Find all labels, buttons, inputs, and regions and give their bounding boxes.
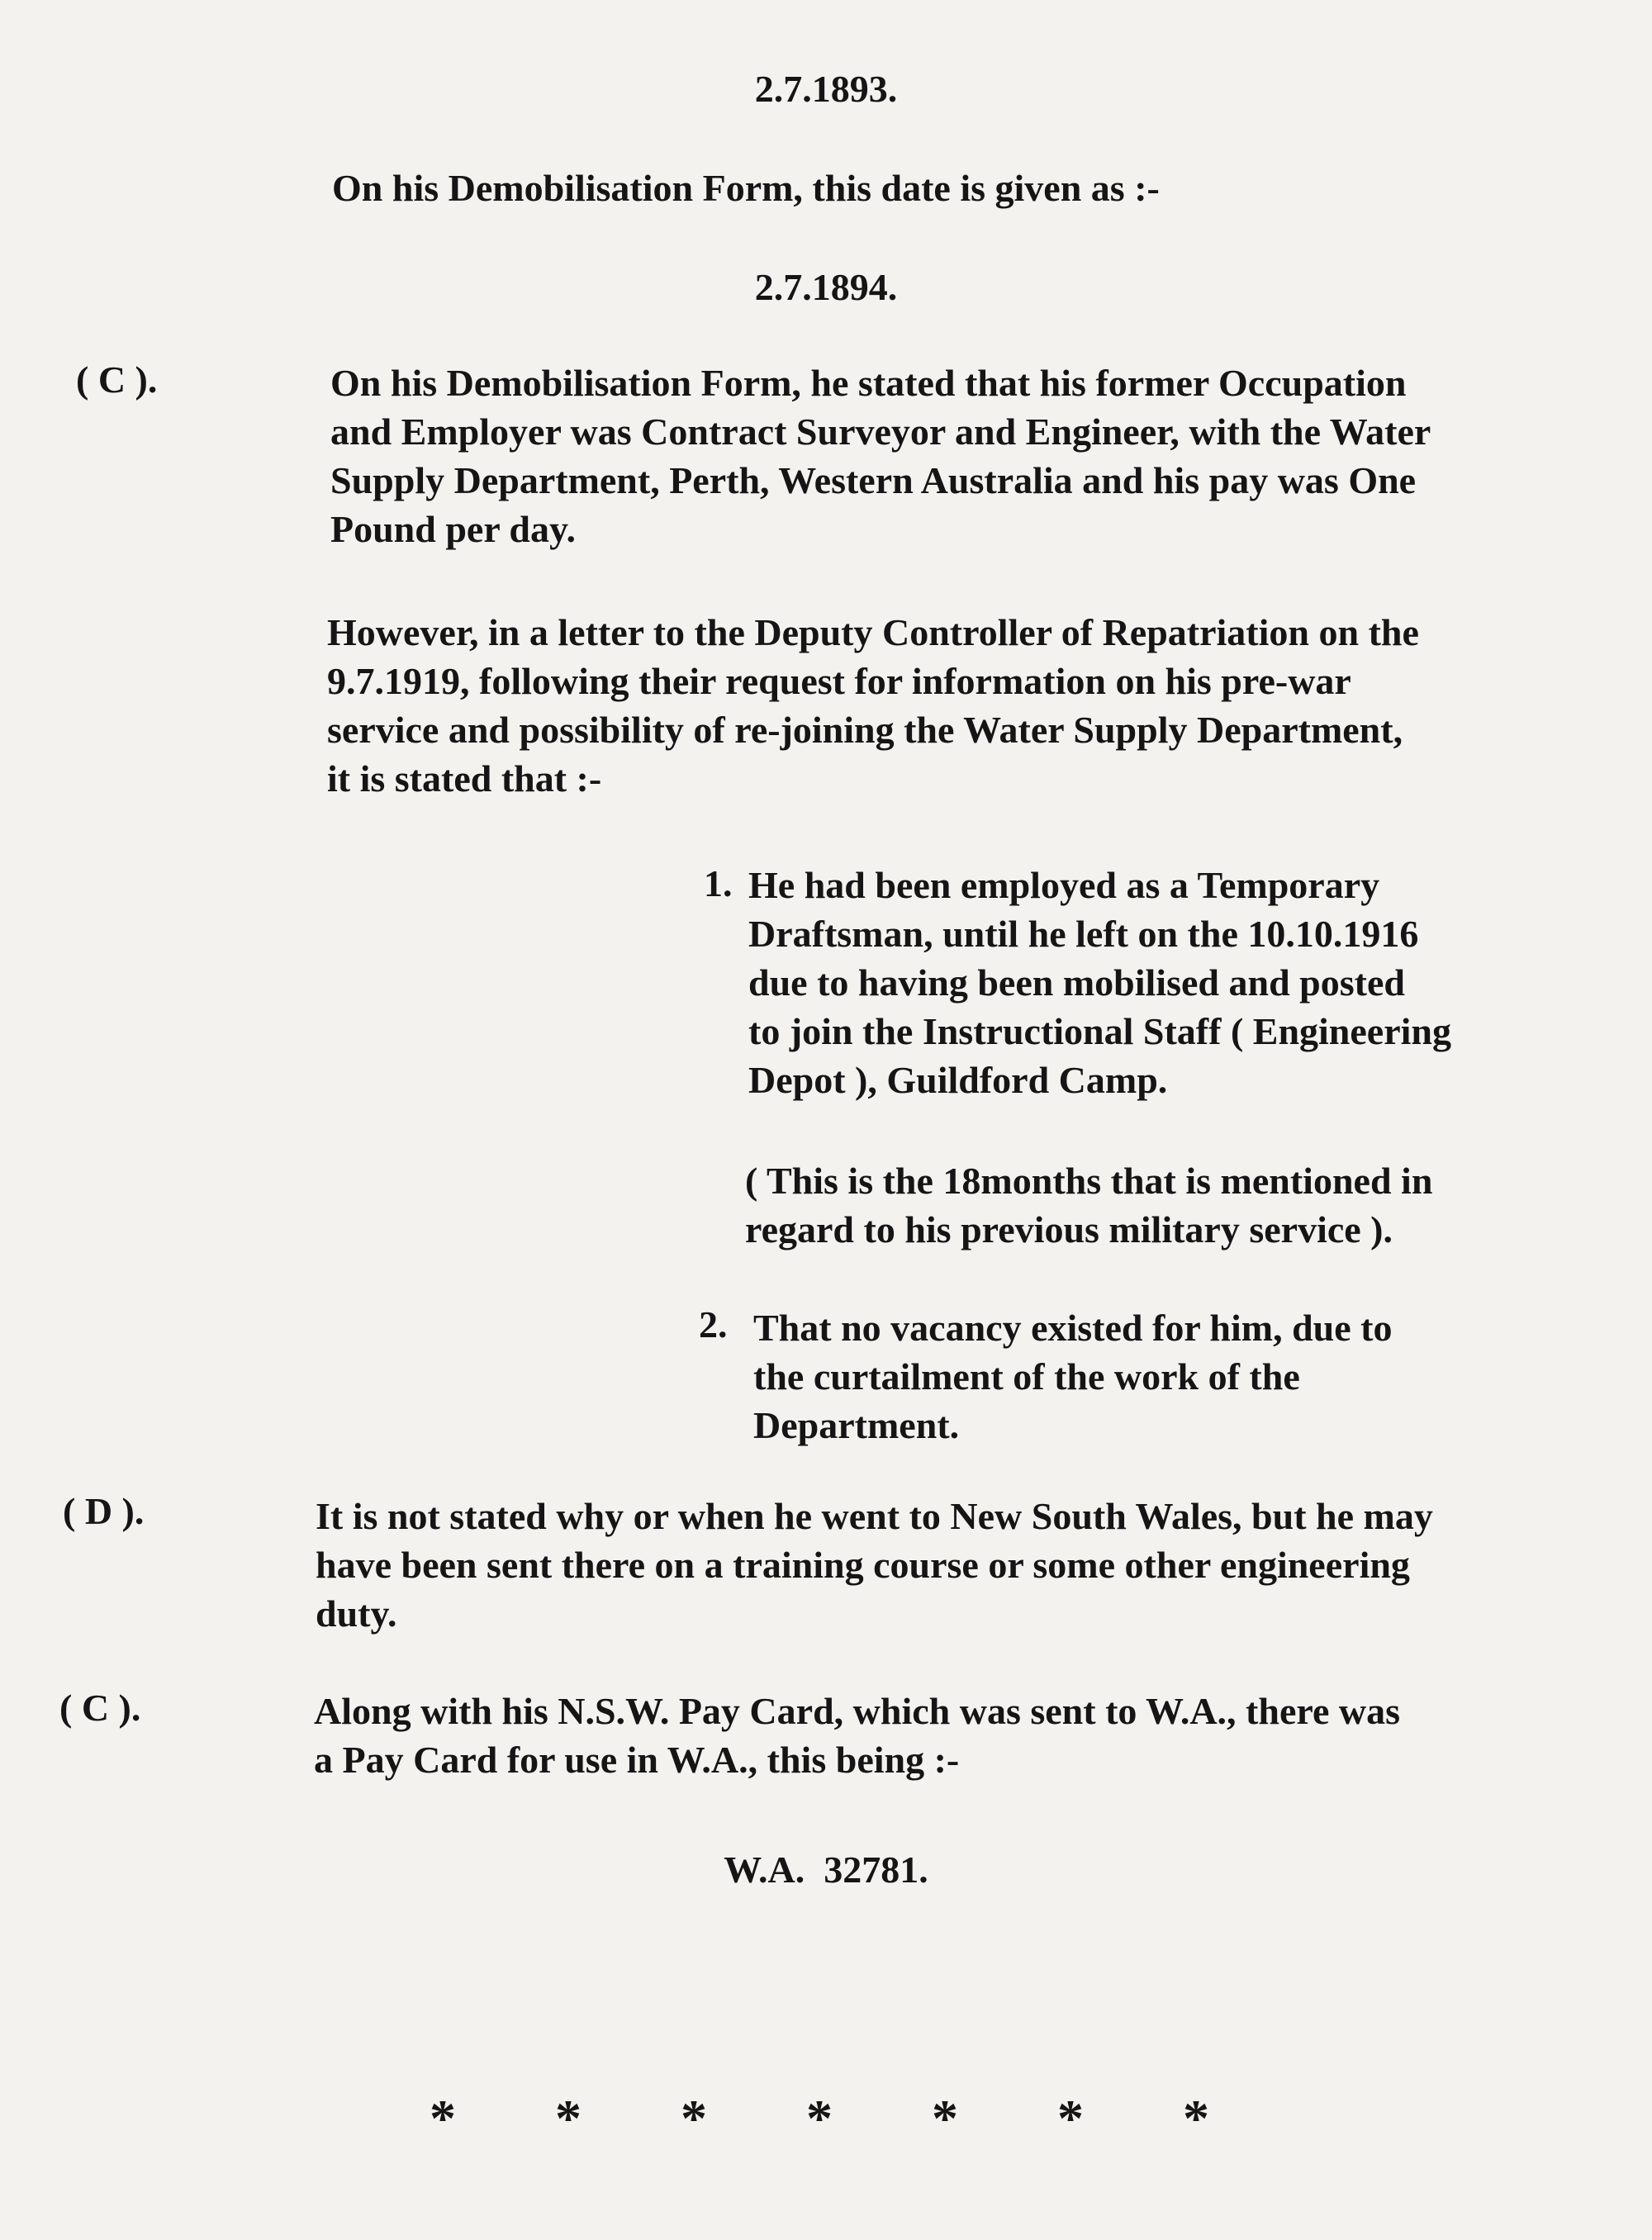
paragraph-line: However, in a letter to the Deputy Controller of Repatriation on the bbox=[327, 611, 1419, 653]
separator-star: * bbox=[1057, 2089, 1084, 2147]
paragraph-line: service and possibility of re-joining the Water Supply Department, bbox=[327, 709, 1403, 751]
separator-star: * bbox=[681, 2089, 707, 2147]
paragraph-line: the curtailment of the work of the bbox=[753, 1355, 1300, 1398]
separator-star: * bbox=[1183, 2089, 1209, 2147]
paragraph-line: Along with his N.S.W. Pay Card, which was sent to W.A., there was bbox=[314, 1690, 1400, 1732]
paragraph-line: It is not stated why or when he went to New South Wales, but he may bbox=[316, 1495, 1433, 1537]
item-1-note bbox=[745, 1156, 1432, 1254]
paragraph-line: He had been employed as a Temporary bbox=[748, 864, 1380, 906]
paragraph-line: 9.7.1919, following their request for information on his pre-war bbox=[327, 660, 1351, 702]
paragraph-line: duty. bbox=[316, 1592, 397, 1635]
section-d-paragraph bbox=[316, 1492, 1433, 1638]
paragraph-line: Depot ), Guildford Camp. bbox=[748, 1059, 1168, 1101]
separator-star: * bbox=[932, 2089, 958, 2147]
paragraph-line: a Pay Card for use in W.A., this being :- bbox=[314, 1739, 960, 1781]
paragraph-line: to join the Instructional Staff ( Engineering bbox=[748, 1010, 1451, 1052]
date-line-2: 2.7.1894. bbox=[754, 266, 898, 308]
however-paragraph bbox=[327, 608, 1419, 803]
pay-card-number: W.A. 32781. bbox=[724, 1848, 928, 1891]
paragraph-line: Draftsman, until he left on the 10.10.1916 bbox=[748, 913, 1419, 955]
paragraph-line: Department. bbox=[753, 1404, 960, 1446]
section-c2-paragraph bbox=[314, 1687, 1400, 1784]
separator-stars bbox=[405, 2090, 1231, 2147]
paragraph-line: regard to his previous military service ). bbox=[745, 1208, 1393, 1251]
section-marker-c2: ( C ). bbox=[59, 1687, 141, 1729]
separator-star: * bbox=[430, 2089, 456, 2147]
demob-date-intro-text: On his Demobilisation Form, this date is given as :- bbox=[332, 167, 1160, 209]
paragraph-line: due to having been mobilised and posted bbox=[748, 961, 1405, 1004]
date-line-1: 2.7.1893. bbox=[754, 68, 898, 110]
paragraph-line: it is stated that :- bbox=[327, 757, 602, 800]
item-1-number: 1. bbox=[704, 862, 733, 904]
item-1-text bbox=[748, 861, 1451, 1104]
demob-date-intro bbox=[332, 164, 1160, 212]
section-marker-d: ( D ). bbox=[63, 1490, 145, 1532]
paragraph-line: have been sent there on a training course or some other engineering bbox=[316, 1544, 1410, 1586]
item-2-text bbox=[753, 1303, 1393, 1450]
paragraph-line: Pound per day. bbox=[330, 508, 576, 550]
paragraph-line: and Employer was Contract Surveyor and Engineer, with the Water bbox=[330, 411, 1431, 453]
paragraph-line: Supply Department, Perth, Western Australia and his pay was One bbox=[330, 459, 1417, 501]
section-marker-c1: ( C ). bbox=[76, 358, 158, 401]
separator-star: * bbox=[806, 2089, 833, 2147]
paragraph-line: On his Demobilisation Form, he stated that his former Occupation bbox=[330, 362, 1407, 404]
item-2-number: 2. bbox=[699, 1303, 728, 1345]
paragraph-line: ( This is the 18months that is mentioned in bbox=[745, 1160, 1433, 1202]
section-c1-paragraph bbox=[330, 358, 1431, 553]
separator-star: * bbox=[555, 2089, 582, 2147]
paragraph-line: That no vacancy existed for him, due to bbox=[753, 1307, 1393, 1349]
